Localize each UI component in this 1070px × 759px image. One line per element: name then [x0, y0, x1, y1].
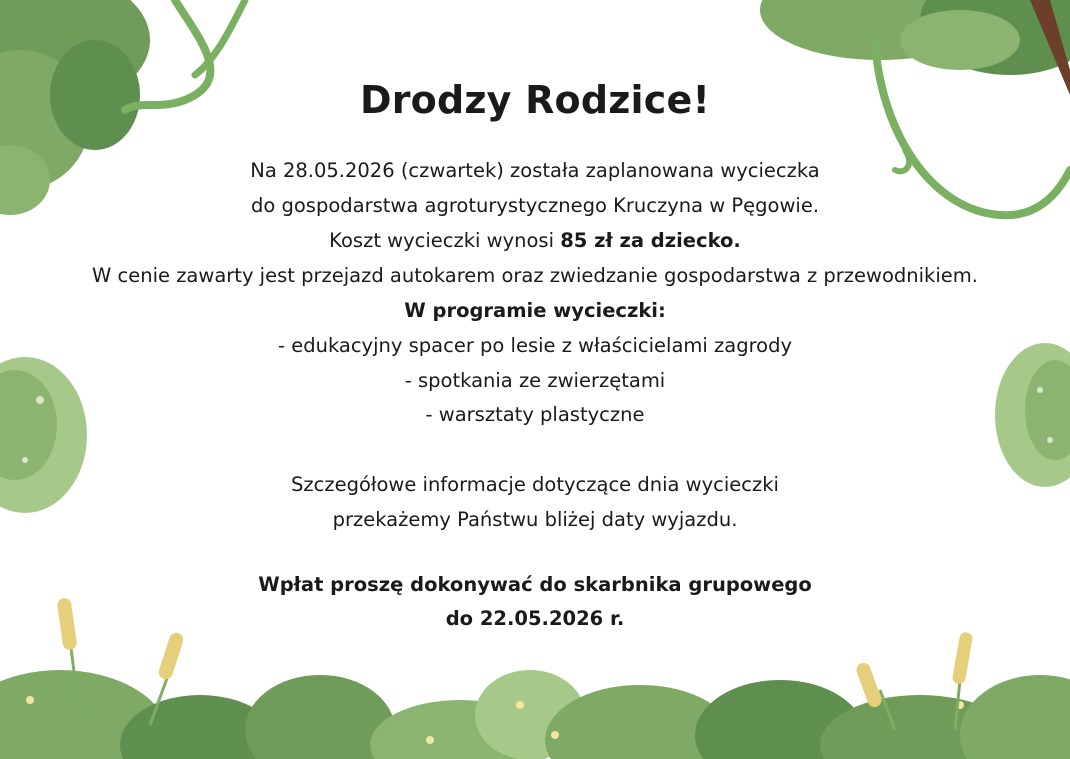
intro-line-1: Na 28.05.2026 (czwartek) została zaplanowana wycieczka [250, 159, 820, 182]
cost-amount: 85 zł za dziecko. [560, 229, 741, 252]
program-heading: W programie wycieczki: [404, 299, 666, 322]
details-line-1: Szczegółowe informacje dotyczące dnia wycieczki [291, 473, 779, 496]
cost-prefix: Koszt wycieczki wynosi [329, 229, 561, 252]
letter-title: Drodzy Rodzice! [359, 78, 711, 122]
program-item: - spotkania ze zwierzętami [404, 369, 666, 392]
price-includes-line: W cenie zawarty jest przejazd autokarem oraz zwiedzanie gospodarstwa z przewodnikiem. [92, 264, 978, 287]
program-item: - warsztaty plastyczne [425, 403, 645, 426]
details-line-2: przekażemy Państwu bliżej daty wyjazdu. [332, 508, 738, 531]
payment-line-1: Wpłat proszę dokonywać do skarbnika grupowego [258, 573, 812, 596]
bottom-foliage [0, 670, 1070, 759]
cost-line [0, 227, 1070, 255]
intro-line-2: do gospodarstwa agroturystycznego Kruczyna w Pęgowie. [250, 194, 820, 217]
program-item: - edukacyjny spacer po lesie z właścicielami zagrody [277, 334, 793, 357]
payment-deadline: do 22.05.2026 r. [445, 607, 625, 630]
